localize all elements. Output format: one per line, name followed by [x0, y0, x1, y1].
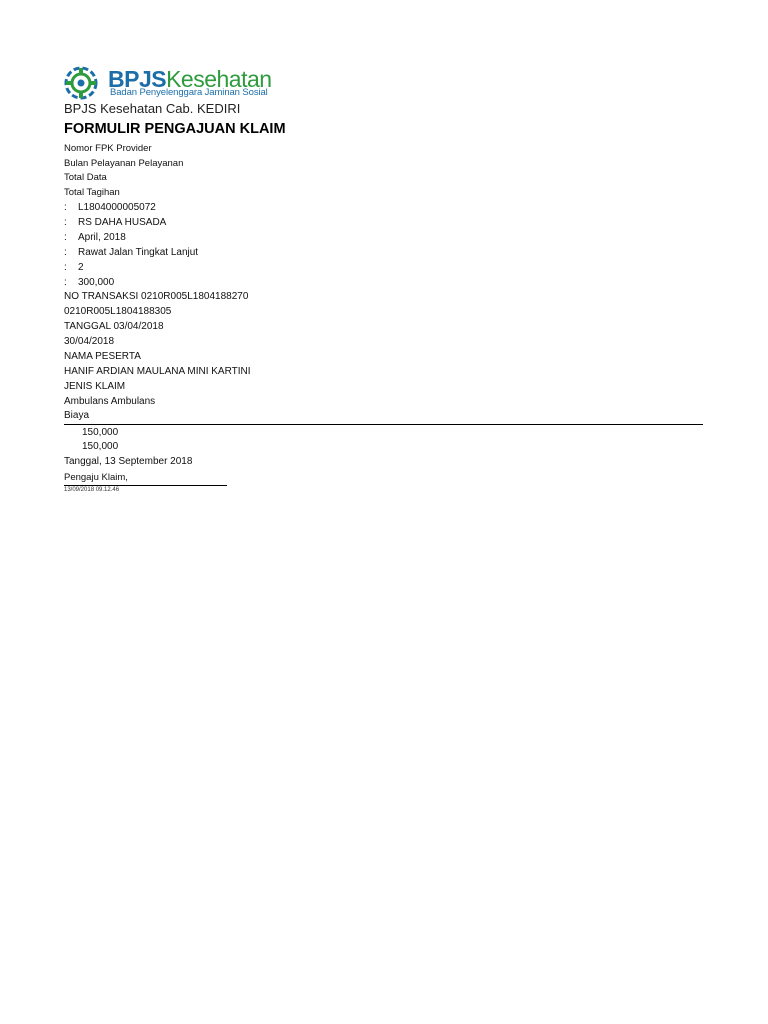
table-divider — [64, 424, 703, 425]
footer-date: Tanggal, 13 September 2018 — [64, 456, 193, 467]
nama-peserta-label: NAMA PESERTA — [64, 351, 141, 362]
label-total-tagihan: Total Tagihan — [64, 187, 120, 198]
label-total-data: Total Data — [64, 172, 107, 183]
jenis-klaim-label: JENIS KLAIM — [64, 381, 126, 392]
branch-name: BPJS Kesehatan Cab. KEDIRI — [64, 101, 241, 116]
colon: : — [64, 247, 67, 258]
bpjs-logo — [64, 66, 274, 102]
value-provider: RS DAHA HUSADA — [78, 217, 167, 228]
print-timestamp: 13/09/2018 09.12.46 — [64, 487, 120, 493]
tanggal: TANGGAL 03/04/2018 — [64, 321, 164, 332]
colon: : — [64, 262, 67, 273]
value-nomor-fpk: L1804000005072 — [78, 202, 156, 213]
colon: : — [64, 232, 67, 243]
colon: : — [64, 202, 67, 213]
colon: : — [64, 217, 67, 228]
label-bulan-pelayanan: Bulan Pelayanan Pelayanan — [64, 158, 184, 169]
form-title: FORMULIR PENGAJUAN KLAIM — [64, 121, 286, 137]
colon: : — [64, 277, 67, 288]
no-transaksi-2: 0210R005L1804188305 — [64, 306, 172, 317]
value-total-data: 2 — [78, 262, 84, 273]
biaya-label: Biaya — [64, 410, 90, 421]
value-total-tagihan: 300,000 — [78, 277, 115, 288]
tanggal-2: 30/04/2018 — [64, 336, 115, 347]
value-bulan-pelayanan: April, 2018 — [78, 232, 126, 243]
logo-tagline: Badan Penyelenggara Jaminan Sosial — [110, 87, 268, 98]
label-nomor-fpk: Nomor FPK Provider — [64, 143, 152, 154]
value-jenis-pelayanan: Rawat Jalan Tingkat Lanjut — [78, 247, 199, 258]
signature-line — [64, 485, 227, 486]
no-transaksi: NO TRANSAKSI 0210R005L1804188270 — [64, 291, 249, 302]
bpjs-logo-icon — [64, 66, 98, 100]
logo-bpjs-text: BPJS — [108, 66, 167, 92]
biaya-total: 150,000 — [82, 441, 119, 452]
biaya-value: 150,000 — [82, 427, 119, 438]
signer-label: Pengaju Klaim, — [64, 472, 128, 483]
logo-kesehatan-text: Kesehatan — [166, 66, 272, 92]
nama-peserta: HANIF ARDIAN MAULANA MINI KARTINI — [64, 366, 251, 377]
jenis-klaim: Ambulans Ambulans — [64, 396, 156, 407]
